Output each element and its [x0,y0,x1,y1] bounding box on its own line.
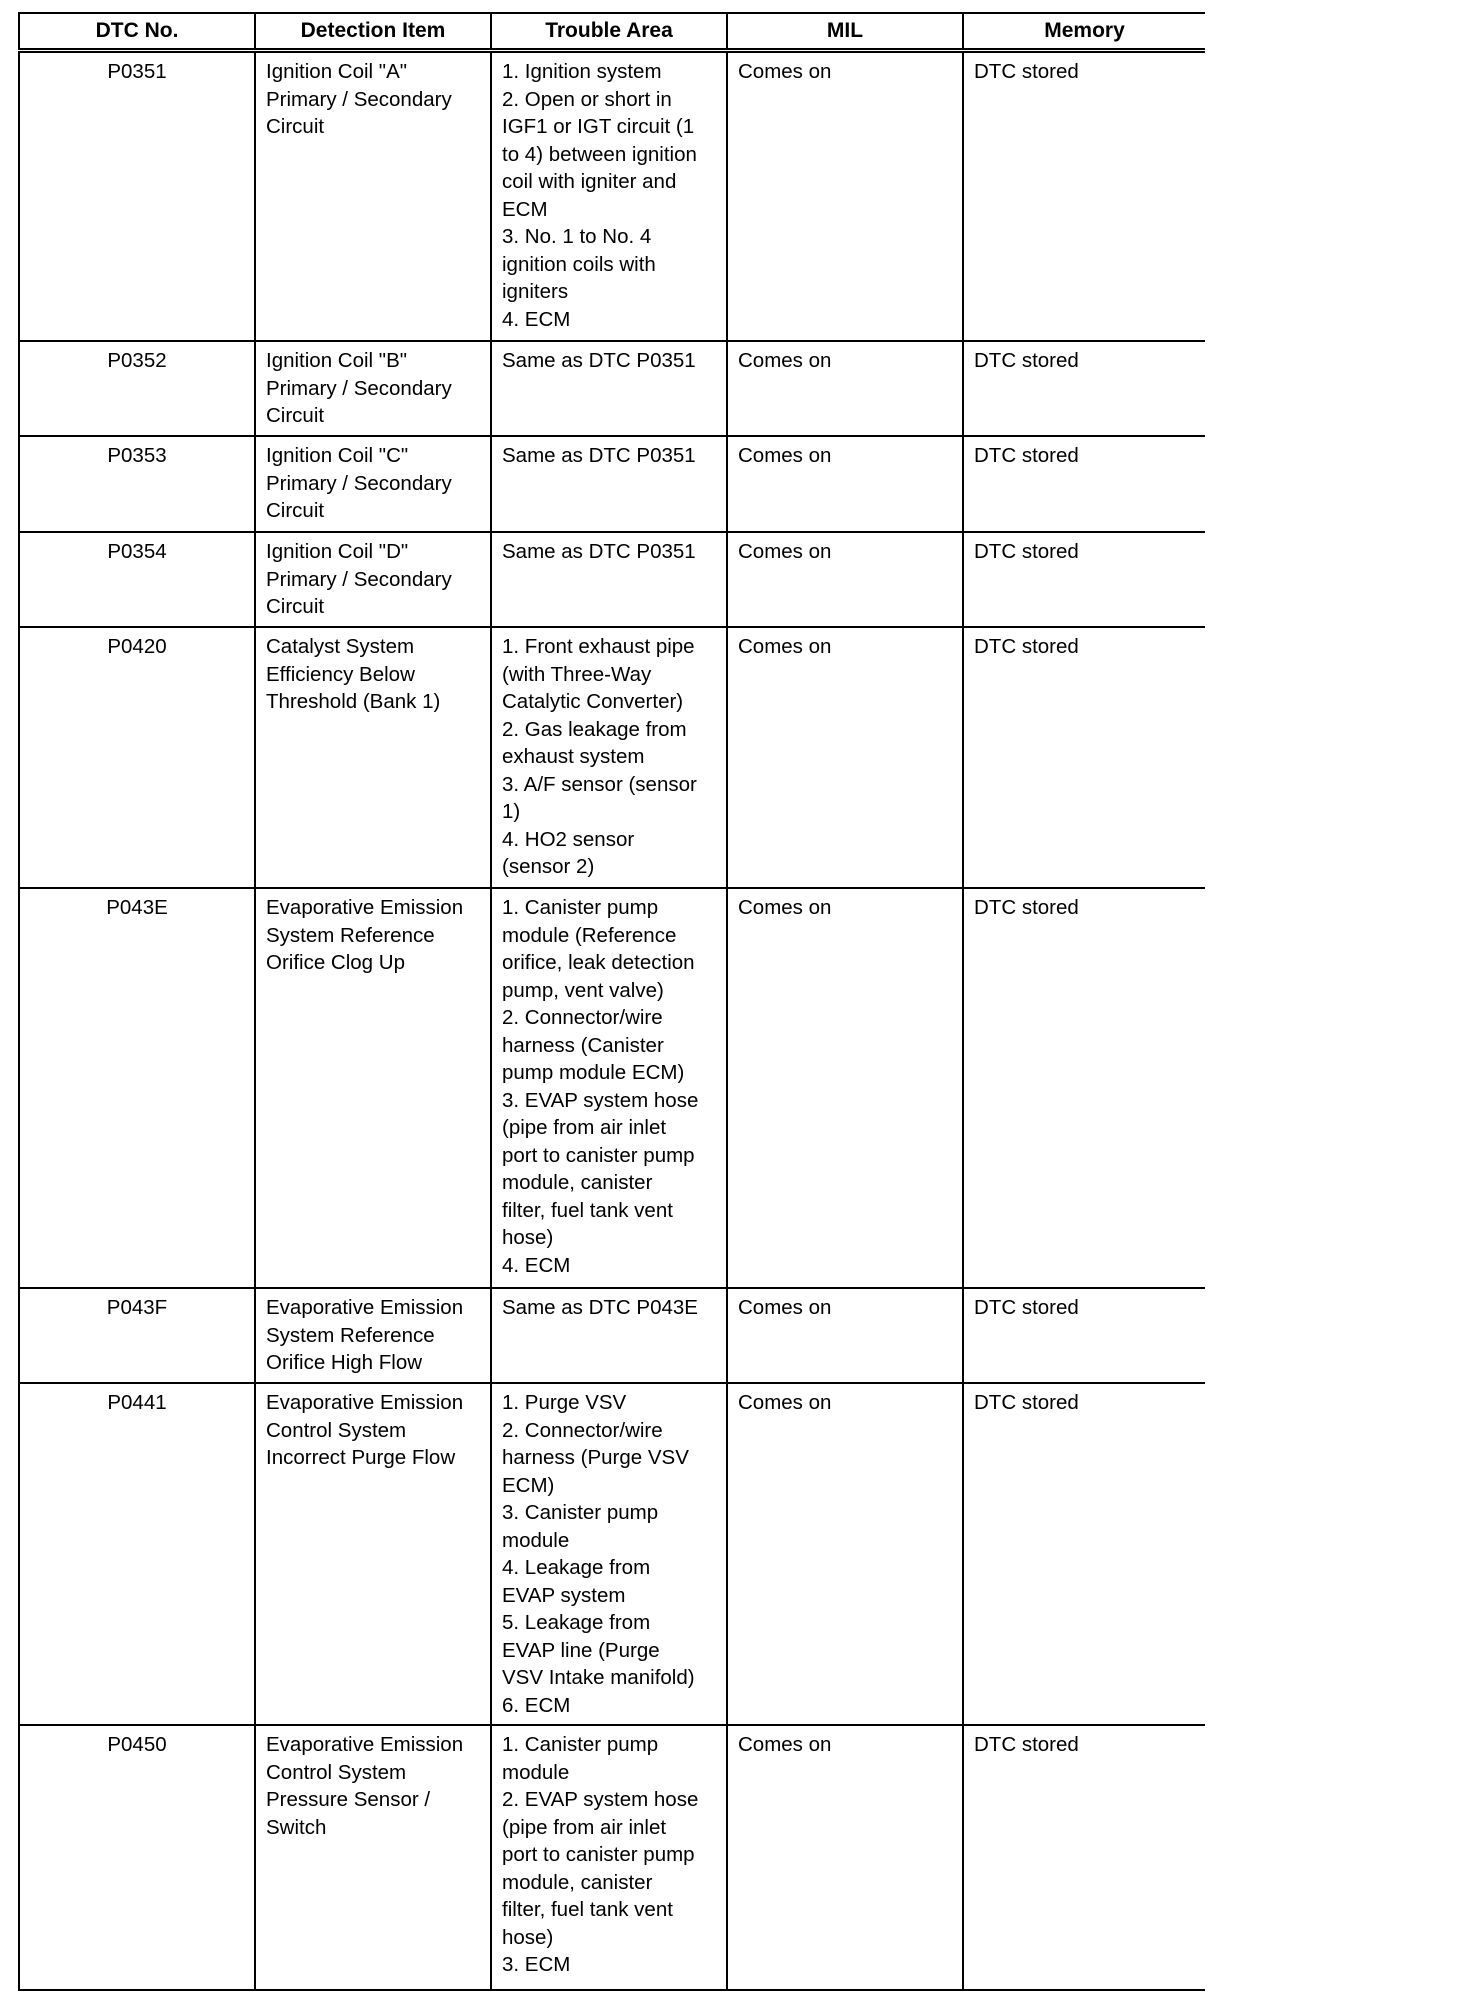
mil-cell: Comes on [727,341,963,436]
mil-cell: Comes on [727,532,963,627]
dtc-no-cell: P043F [19,1288,255,1383]
table-body [19,51,1205,1991]
dtc-no-cell: P0450 [19,1725,255,1990]
header-mil: MIL [727,13,963,51]
dtc-no-cell: P043E [19,888,255,1288]
table-row [19,1725,1205,1990]
trouble-area-cell: 1. Ignition system 2. Open or short in IGF1 or IGT circuit (1 to 4) between ignition coil with igniter and ECM 3. No. 1 to No. 4 ignition coils with igniters 4. ECM [491,51,727,342]
header-row [19,13,1205,51]
mil-cell: Comes on [727,627,963,888]
mil-cell: Comes on [727,51,963,342]
table-header [19,13,1205,51]
trouble-area-cell: 1. Canister pump module (Reference orifice, leak detection pump, vent valve) 2. Connector/wire harness (Canister pump module ECM) 3. EVAP system hose (pipe from air inlet port to canister pump module, canister filter, fuel tank vent hose) 4. ECM [491,888,727,1288]
trouble-area-cell: Same as DTC P0351 [491,532,727,627]
detection-item-cell: Catalyst System Efficiency Below Threshold (Bank 1) [255,627,491,888]
memory-cell: DTC stored [963,341,1205,436]
dtc-no-cell: P0420 [19,627,255,888]
memory-cell: DTC stored [963,1383,1205,1725]
memory-cell: DTC stored [963,1288,1205,1383]
detection-item-cell: Evaporative Emission Control System Incorrect Purge Flow [255,1383,491,1725]
header-memory: Memory [963,13,1205,51]
header-trouble-area: Trouble Area [491,13,727,51]
mil-cell: Comes on [727,888,963,1288]
detection-item-cell: Evaporative Emission System Reference Orifice Clog Up [255,888,491,1288]
dtc-no-cell: P0354 [19,532,255,627]
memory-cell: DTC stored [963,888,1205,1288]
mil-cell: Comes on [727,1383,963,1725]
mil-cell: Comes on [727,1288,963,1383]
mil-cell: Comes on [727,436,963,532]
detection-item-cell: Ignition Coil "A" Primary / Secondary Circuit [255,51,491,342]
detection-item-cell: Ignition Coil "B" Primary / Secondary Circuit [255,341,491,436]
table-row [19,888,1205,1288]
table-row [19,1383,1205,1725]
trouble-area-cell: Same as DTC P0351 [491,341,727,436]
dtc-table [18,12,1205,1991]
detection-item-cell: Evaporative Emission System Reference Orifice High Flow [255,1288,491,1383]
memory-cell: DTC stored [963,627,1205,888]
detection-item-cell: Ignition Coil "C" Primary / Secondary Circuit [255,436,491,532]
trouble-area-cell: 1. Canister pump module 2. EVAP system hose (pipe from air inlet port to canister pump module, canister filter, fuel tank vent hose) 3. ECM [491,1725,727,1990]
memory-cell: DTC stored [963,1725,1205,1990]
trouble-area-cell: Same as DTC P0351 [491,436,727,532]
memory-cell: DTC stored [963,436,1205,532]
header-detection-item: Detection Item [255,13,491,51]
trouble-area-cell: 1. Purge VSV 2. Connector/wire harness (Purge VSV ECM) 3. Canister pump module 4. Leakage from EVAP system 5. Leakage from EVAP line (Purge VSV Intake manifold) 6. ECM [491,1383,727,1725]
header-dtc-no: DTC No. [19,13,255,51]
dtc-no-cell: P0351 [19,51,255,342]
detection-item-cell: Evaporative Emission Control System Pressure Sensor / Switch [255,1725,491,1990]
table-row [19,532,1205,627]
detection-item-cell: Ignition Coil "D" Primary / Secondary Circuit [255,532,491,627]
trouble-area-cell: Same as DTC P043E [491,1288,727,1383]
memory-cell: DTC stored [963,532,1205,627]
table-row [19,341,1205,436]
table-row [19,627,1205,888]
memory-cell: DTC stored [963,51,1205,342]
dtc-no-cell: P0353 [19,436,255,532]
table-row [19,51,1205,342]
dtc-no-cell: P0441 [19,1383,255,1725]
trouble-area-cell: 1. Front exhaust pipe (with Three-Way Catalytic Converter) 2. Gas leakage from exhaust system 3. A/F sensor (sensor 1) 4. HO2 sensor (sensor 2) [491,627,727,888]
mil-cell: Comes on [727,1725,963,1990]
table-row [19,1288,1205,1383]
table-row [19,436,1205,532]
dtc-no-cell: P0352 [19,341,255,436]
